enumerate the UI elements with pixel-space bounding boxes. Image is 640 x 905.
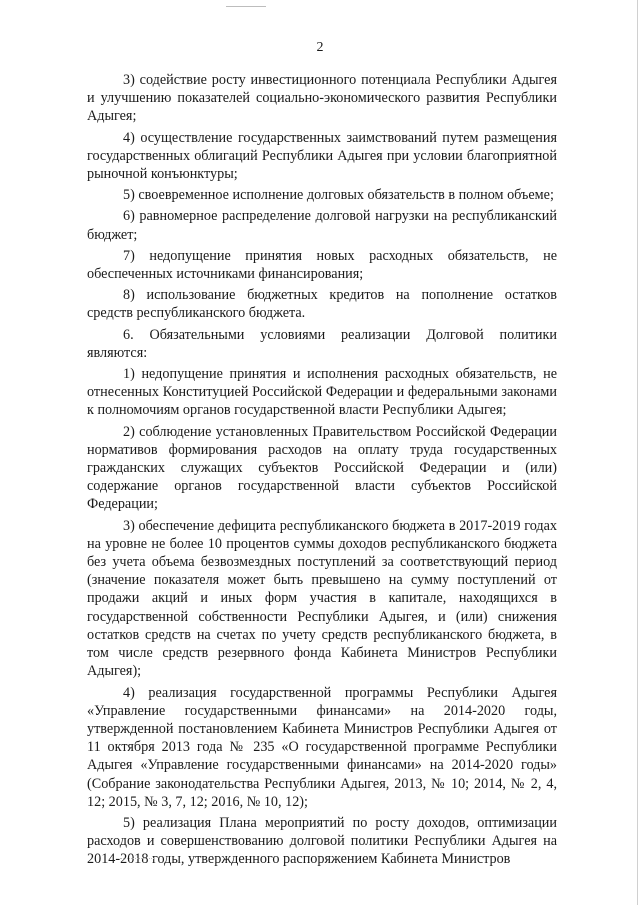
paragraph: 4) осуществление государственных заимствований путем размещения государственных облигаций Республики Адыгея при условии благоприятной рыночной конъюнктуры; [87, 129, 557, 183]
paragraph: 3) содействие росту инвестиционного потенциала Республики Адыгея и улучшению показателей социально-экономического развития Республики Адыгея; [87, 72, 557, 125]
scan-artifact-top [226, 6, 266, 7]
document-body [87, 71, 557, 872]
paragraph: 8) использование бюджетных кредитов на пополнение остатков средств республиканского бюджета. [87, 287, 557, 322]
scan-edge-right [637, 0, 638, 905]
paragraph: 5) реализация Плана мероприятий по росту доходов, оптимизации расходов и совершенствованию долговой политики Республики Адыгея на 2014-2018 годы, утвержденного распоряжением Кабинета Министров [87, 814, 557, 868]
paragraph: 4) реализация государственной программы Республики Адыгея «Управление государственными финансами» на 2014-2020 годы, утвержденной постановлением Кабинета Министров Республики Адыгея от 11 октября 2013 года № 235 «О государственной программе Республики Адыгея «Управление государственными финансами» на 2014-2020 годы» (Собрание законодательства Республики Адыгея, 2013, № 10; 2014, № 2, 4, 12; 2015, № 3, 7, 12; 2016, № 10, 12); [87, 684, 557, 810]
paragraph: 6) равномерное распределение долговой нагрузки на республиканский бюджет; [87, 208, 557, 243]
paragraph: 7) недопущение принятия новых расходных обязательств, не обеспеченных источниками финансирования; [87, 247, 557, 283]
scan-artifact-bottom [120, 858, 154, 860]
page-number: 2 [316, 40, 324, 55]
paragraph: 2) соблюдение установленных Правительством Российской Федерации нормативов формирования расходов на оплату труда государственных гражданских служащих субъектов Российской Федерации и (или) содержание органов государственной власти субъектов Российской Федерации; [87, 423, 557, 513]
paragraph: 1) недопущение принятия и исполнения расходных обязательств, не отнесенных Конституцией Российской Федерации и федеральными законами к полномочиям органов государственной власти Республики Адыгея; [87, 366, 557, 419]
paragraph: 5) своевременное исполнение долговых обязательств в полном объеме; [123, 187, 554, 204]
paragraph: 6. Обязательными условиями реализации Долговой политики являются: [87, 326, 557, 361]
paragraph: 3) обеспечение дефицита республиканского бюджета в 2017-2019 годах на уровне не более 10 процентов суммы доходов республиканского бюджета без учета объема безвозмездных поступлений за соответствующий период (значение показателя может быть превышено на сумму поступлений от продажи акций и иных форм участия в капитале, находящихся в государственной собственности Республики Адыгея, и (или) снижения остатков средств на счетах по учету средств республиканского бюджета, в том числе средств резервного фонда Кабинета Министров Республики Адыгея); [87, 517, 557, 680]
